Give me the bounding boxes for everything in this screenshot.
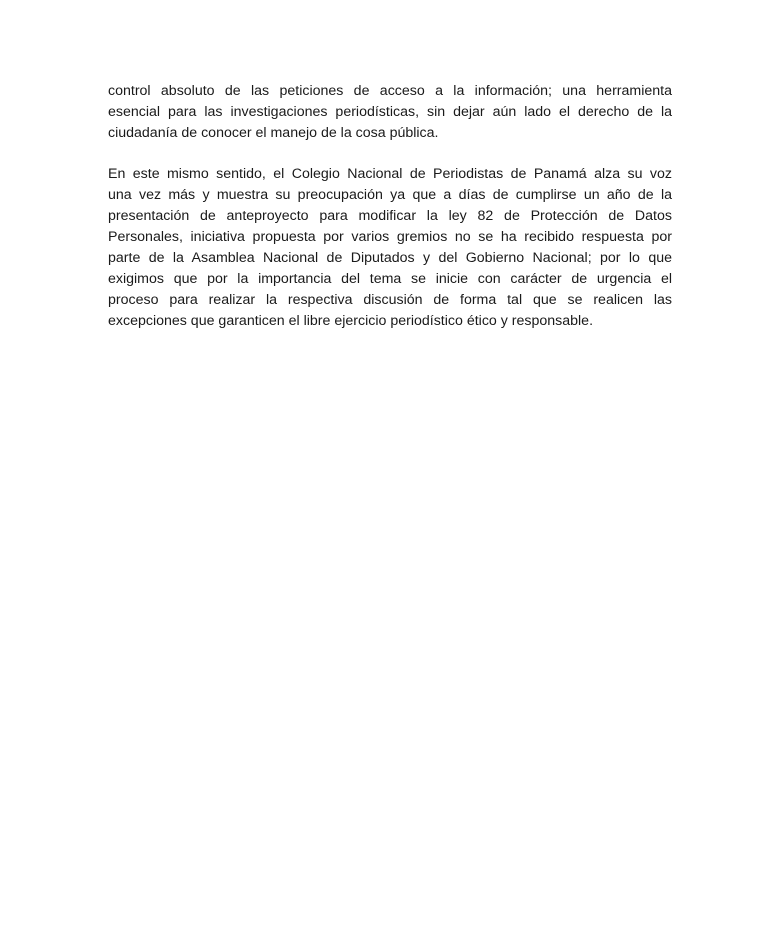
text-line: En este mismo sentido, el Colegio Nacional de Periodistas de Panamá alza su voz <box>108 166 672 182</box>
text-line: esencial para las investigaciones periodísticas, sin dejar aún lado el derecho de la <box>108 104 672 120</box>
text-line: proceso para realizar la respectiva discusión de forma tal que se realicen las <box>108 292 672 308</box>
text-line: una vez más y muestra su preocupación ya que a días de cumplirse un año de la <box>108 187 672 203</box>
text-line: control absoluto de las peticiones de acceso a la información; una herramienta <box>108 83 672 99</box>
text-line: ciudadanía de conocer el manejo de la cosa pública. <box>108 125 439 141</box>
paragraph-colegio-periodistas-statement <box>108 164 672 332</box>
text-line: Personales, iniciativa propuesta por varios gremios no se ha recibido respuesta por <box>108 229 672 245</box>
text-line: parte de la Asamblea Nacional de Diputados y del Gobierno Nacional; por lo que <box>108 250 672 266</box>
text-line: exigimos que por la importancia del tema se inicie con carácter de urgencia el <box>108 271 672 287</box>
text-line: excepciones que garanticen el libre ejercicio periodístico ético y responsable. <box>108 313 594 329</box>
text-line: presentación de anteproyecto para modificar la ley 82 de Protección de Datos <box>108 208 672 224</box>
paragraph-access-to-information <box>108 81 672 144</box>
